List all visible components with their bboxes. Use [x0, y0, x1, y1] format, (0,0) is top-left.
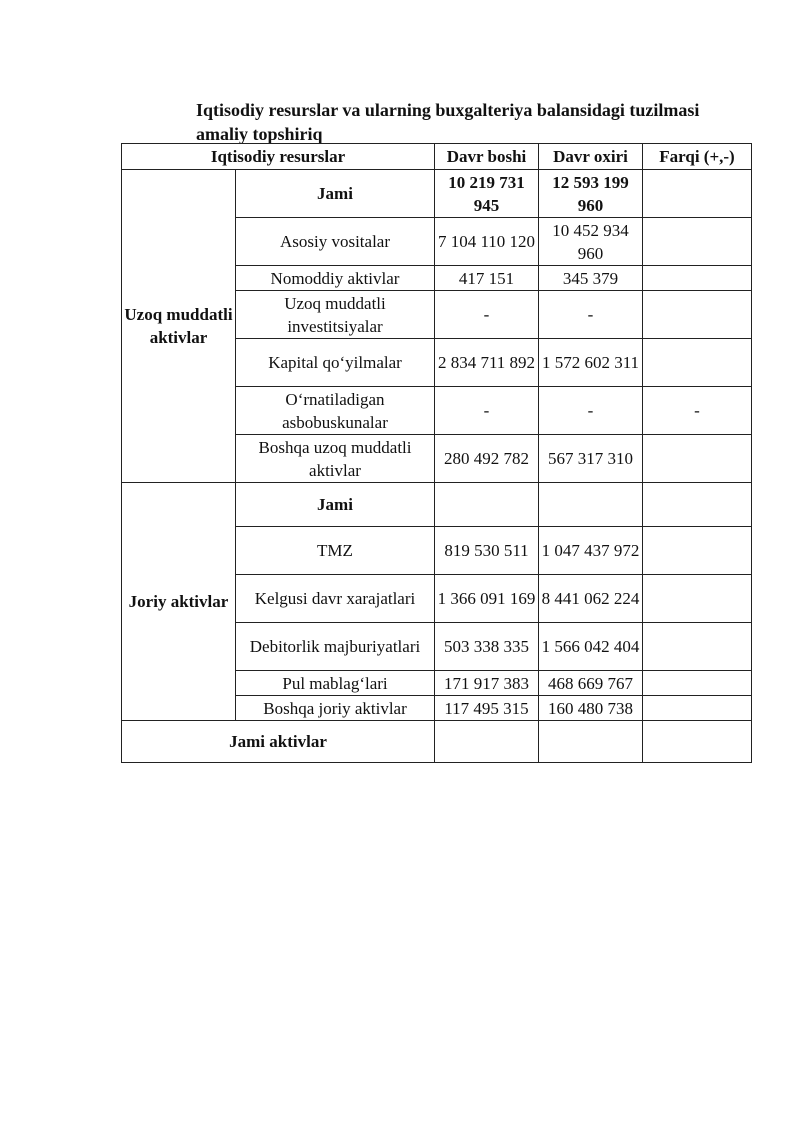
row-diff — [643, 671, 752, 696]
title-line-1: Iqtisodiy resurslar va ularning buxgalteriya balansidagi tuzilmasi — [196, 100, 700, 120]
row-end: 1 566 042 404 — [539, 623, 643, 671]
row-label: O‘rnatiladigan asbobuskunalar — [236, 387, 435, 435]
row-start: - — [435, 291, 539, 339]
row-end: 12 593 199 960 — [539, 170, 643, 218]
grand-total-diff — [643, 721, 752, 763]
group-label-current: Joriy aktivlar — [122, 483, 236, 721]
row-end: 468 669 767 — [539, 671, 643, 696]
row-label: Jami — [236, 170, 435, 218]
row-end: 1 572 602 311 — [539, 339, 643, 387]
row-end — [539, 483, 643, 527]
header-diff: Farqi (+,-) — [643, 144, 752, 170]
row-start: 1 366 091 169 — [435, 575, 539, 623]
row-label: Boshqa joriy aktivlar — [236, 696, 435, 721]
row-label: TMZ — [236, 527, 435, 575]
row-start: 503 338 335 — [435, 623, 539, 671]
row-start: 117 495 315 — [435, 696, 539, 721]
group-label-long-term: Uzoq muddatli aktivlar — [122, 170, 236, 483]
grand-total-end — [539, 721, 643, 763]
header-end: Davr oxiri — [539, 144, 643, 170]
table-row — [122, 483, 752, 527]
row-label: Debitorlik majburiyatlari — [236, 623, 435, 671]
row-diff — [643, 339, 752, 387]
header-row — [122, 144, 752, 170]
row-diff — [643, 170, 752, 218]
header-start: Davr boshi — [435, 144, 539, 170]
row-start: 280 492 782 — [435, 435, 539, 483]
row-end: - — [539, 291, 643, 339]
row-end: 567 317 310 — [539, 435, 643, 483]
row-diff — [643, 696, 752, 721]
row-start: 2 834 711 892 — [435, 339, 539, 387]
row-diff — [643, 218, 752, 266]
row-diff — [643, 266, 752, 291]
grand-total-start — [435, 721, 539, 763]
row-end: 160 480 738 — [539, 696, 643, 721]
row-end: 345 379 — [539, 266, 643, 291]
document-title — [196, 98, 756, 146]
row-diff: - — [643, 387, 752, 435]
row-start: 819 530 511 — [435, 527, 539, 575]
grand-total-row — [122, 721, 752, 763]
row-label: Jami — [236, 483, 435, 527]
row-label: Pul mablag‘lari — [236, 671, 435, 696]
row-start: 10 219 731 945 — [435, 170, 539, 218]
row-end: 8 441 062 224 — [539, 575, 643, 623]
title-line-2: amaliy topshiriq — [196, 124, 323, 144]
row-end: 10 452 934 960 — [539, 218, 643, 266]
row-label: Boshqa uzoq muddatli aktivlar — [236, 435, 435, 483]
row-end: 1 047 437 972 — [539, 527, 643, 575]
row-diff — [643, 623, 752, 671]
row-start: 171 917 383 — [435, 671, 539, 696]
row-start — [435, 483, 539, 527]
row-label: Kelgusi davr xarajatlari — [236, 575, 435, 623]
row-diff — [643, 575, 752, 623]
grand-total-label: Jami aktivlar — [122, 721, 435, 763]
table-row — [122, 170, 752, 218]
row-label: Nomoddiy aktivlar — [236, 266, 435, 291]
row-diff — [643, 527, 752, 575]
header-resources: Iqtisodiy resurslar — [122, 144, 435, 170]
row-start: - — [435, 387, 539, 435]
balance-table — [121, 143, 752, 763]
row-diff — [643, 435, 752, 483]
row-end: - — [539, 387, 643, 435]
row-label: Kapital qo‘yilmalar — [236, 339, 435, 387]
row-label: Asosiy vositalar — [236, 218, 435, 266]
row-start: 417 151 — [435, 266, 539, 291]
row-diff — [643, 291, 752, 339]
row-label: Uzoq muddatli investitsiyalar — [236, 291, 435, 339]
row-diff — [643, 483, 752, 527]
row-start: 7 104 110 120 — [435, 218, 539, 266]
